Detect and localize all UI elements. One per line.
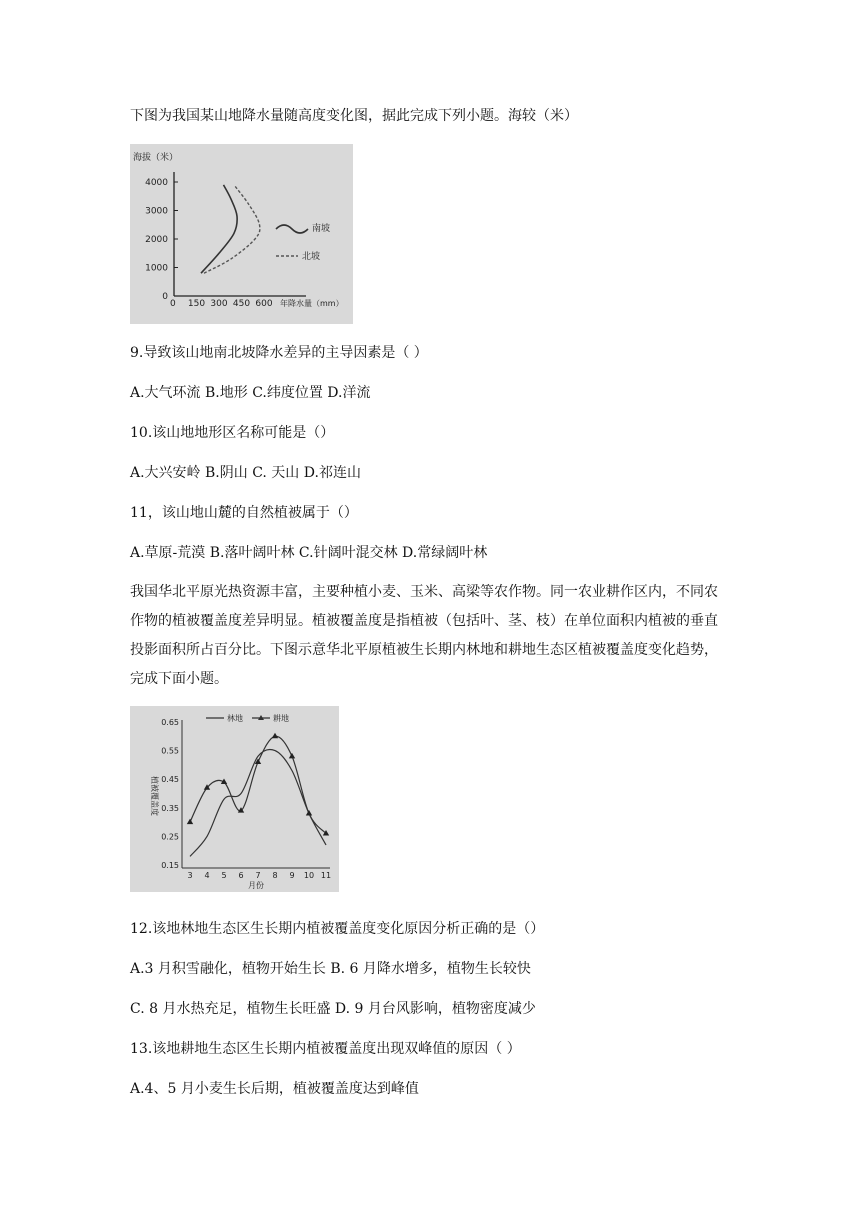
question-11-options: A.草原-荒漠 B.落叶阔叶林 C.针阔叶混交林 D.常绿阔叶林 bbox=[130, 545, 488, 561]
fig1-xtick-label: 300 bbox=[210, 299, 228, 309]
question-9-options: A.大气环流 B.地形 C.纬度位置 D.洋流 bbox=[130, 385, 371, 401]
farmland-point bbox=[272, 733, 278, 739]
fig2-xtick-label: 3 bbox=[187, 871, 193, 880]
figure-vegetation-coverage bbox=[130, 706, 339, 892]
fig2-ylabel: 植被覆盖度 bbox=[150, 776, 159, 816]
fig2-ytick-label: 0.35 bbox=[161, 803, 179, 813]
intro-text-1: 下图为我国某山地降水量随高度变化图，据此完成下列小题。海较（米） bbox=[130, 108, 578, 124]
fig1-xtick-label: 600 bbox=[255, 299, 273, 309]
legend-farm-label: 耕地 bbox=[273, 714, 289, 723]
south-slope-line bbox=[201, 185, 237, 273]
fig2-ytick-label: 0.15 bbox=[161, 861, 179, 870]
farmland-point bbox=[187, 819, 193, 825]
fig2-ytick-label: 0.25 bbox=[161, 832, 179, 842]
farmland-point bbox=[306, 810, 312, 816]
fig1-ytick-label: 2000 bbox=[145, 235, 168, 245]
question-9: 9.导致该山地南北坡降水差异的主导因素是（ ） bbox=[130, 345, 428, 361]
question-12-options-cd: C. 8 月水热充足，植物生长旺盛 D. 9 月台风影响，植物密度减少 bbox=[130, 1001, 536, 1017]
fig2-xtick-label: 8 bbox=[272, 871, 278, 880]
fig2-xtick-label: 5 bbox=[221, 871, 227, 880]
farmland-point bbox=[289, 753, 295, 759]
fig1-ytick-label: 1000 bbox=[145, 263, 168, 274]
fig1-origin: 0 bbox=[170, 299, 176, 309]
fig1-xtick-label: 150 bbox=[187, 299, 206, 309]
figure-precipitation-altitude bbox=[130, 144, 353, 324]
question-12-options-ab: A.3 月积雪融化，植物开始生长 B. 6 月降水增多，植物生长较快 bbox=[130, 961, 531, 977]
fig2-xtick-label: 6 bbox=[238, 871, 244, 880]
fig2-xtick-label: 7 bbox=[255, 871, 261, 880]
fig1-ytick-label: 3000 bbox=[145, 206, 168, 217]
fig2-ytick-label: 0.55 bbox=[161, 746, 179, 756]
legend-south-line bbox=[276, 225, 308, 233]
question-10: 10.该山地地形区名称可能是（） bbox=[130, 425, 335, 441]
question-13-option-a: A.4、5 月小麦生长后期，植被覆盖度达到峰值 bbox=[130, 1081, 419, 1097]
fig1-xtick-label: 450 bbox=[232, 299, 251, 309]
fig2-xtick-label: 9 bbox=[289, 871, 295, 880]
fig2-xtick-label: 10 bbox=[303, 871, 315, 880]
fig2-xlabel: 月份 bbox=[248, 881, 264, 890]
fig1-ytick-label: 4000 bbox=[145, 178, 168, 188]
fig1-xlabel: 年降水量（mm） bbox=[280, 299, 344, 308]
fig1-ylabel: 海拔（米） bbox=[133, 153, 179, 163]
legend-forest-label: 林地 bbox=[227, 714, 243, 723]
intro-text-2: 我国华北平原光热资源丰富，主要种植小麦、玉米、高梁等农作物。同一农业耕作区内，不同农作物的植被覆盖度差异明显。植被覆盖度是指植被（包括叶、茎、枝）在单位面积内植被的垂直投影面积所占百分比。下图示意华北平原植被生长期内林地和耕地生态区植被覆盖度变化趋势，完成下面小题。 bbox=[130, 584, 718, 687]
legend-south-label: 南坡 bbox=[312, 224, 331, 234]
question-12: 12.该地林地生态区生长期内植被覆盖度变化原因分析正确的是（） bbox=[130, 921, 545, 937]
question-13: 13.该地耕地生态区生长期内植被覆盖度出现双峰值的原因（ ） bbox=[130, 1041, 521, 1057]
fig2-xtick-label: 11 bbox=[320, 871, 332, 880]
fig2-ytick-label: 0.65 bbox=[161, 718, 179, 727]
fig2-xtick-label: 4 bbox=[204, 871, 210, 880]
fig1-ytick-label: 0 bbox=[162, 292, 168, 302]
question-10-options: A.大兴安岭 B.阴山 C. 天山 D.祁连山 bbox=[130, 465, 361, 481]
legend-north-label: 北坡 bbox=[302, 252, 321, 262]
farmland-line bbox=[190, 736, 326, 833]
question-11: 11，该山地山麓的自然植被属于（） bbox=[130, 505, 358, 521]
fig2-ytick-label: 0.45 bbox=[161, 775, 179, 785]
